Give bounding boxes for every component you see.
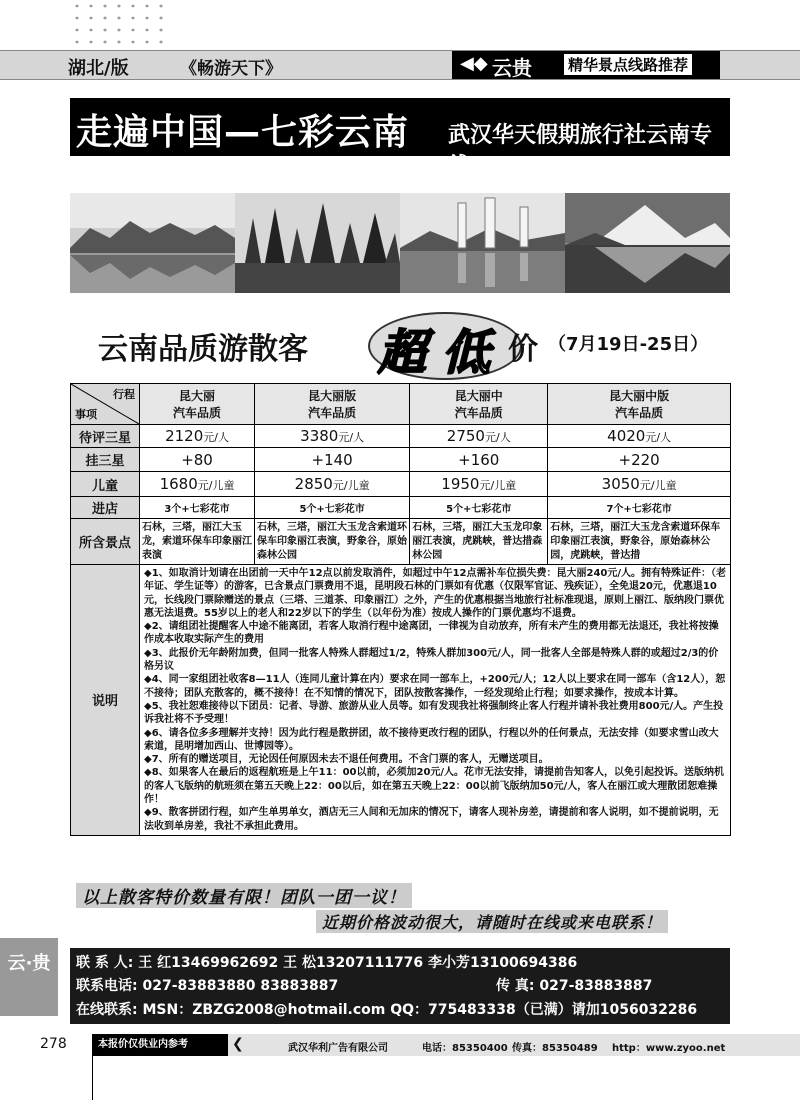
corner-top: 行程 [113,388,135,401]
note-item: ◆2、请组团社提醒客人中途不能离团，若客人取消行程中途离团，一律视为自动放弃，所有未产生的费用都无法退还，我社将按操作成本收取实际产生的费用 [144,621,719,646]
snow-mountain-photo [565,193,730,293]
divider [92,1056,93,1100]
contact-online: 在线联系: MSN：ZBZG2008@hotmail.com QQ：775483338（已满）请加1056032286 [76,1002,698,1018]
headline-dates: （7月19日-25日） [548,334,709,355]
column-header: 昆大丽 汽车品质 [140,384,255,425]
price-cell: 3380元/人 [255,425,410,448]
column-header: 昆大丽中 汽车品质 [410,384,548,425]
spots-cell: 石林，三塔，丽江大玉龙含索道环保车印象丽江表演，野象谷，原始森林公园，虎跳峡，普达措 [548,519,731,565]
price-cell: +80 [140,448,255,472]
price-cell: 4020元/人 [548,425,731,448]
shop-cell: 5个+七彩花市 [410,497,548,519]
price-cell: 2850元/儿童 [255,472,410,497]
dot-texture [70,0,170,48]
table-row [71,425,731,448]
corner-cell [71,384,140,425]
footer-web: http：www.zyoo.net [612,1043,726,1054]
mountain-photo [70,193,235,293]
price-cell: +220 [548,448,731,472]
note-item: ◆4、同一家组团社收客8—11人（连同儿童计算在内）要求在同一部车上，+200元/人；12人以上要求在同一部车（含12人），恕不接待；团队充散客的，概不接待！在不知情的情况下，团队按散客操作，一经发现给止行程；如要求操作，按成本计算。 [144,674,726,699]
shop-cell: 3个+七彩花市 [140,497,255,519]
headline-suffix: 价 [508,332,538,367]
section-tag [452,51,720,79]
price-cell: 2750元/人 [410,425,548,448]
row-label: 进店 [71,497,140,519]
notes-cell [140,565,731,836]
magazine-title: 《畅游天下》 [180,59,282,79]
price-headline [90,312,730,392]
contact-fax: 传 真: 027-83883887 [496,978,653,994]
spots-cell: 石林，三塔，丽江大玉龙印象丽江表演，虎跳峡，普达措森林公园 [410,519,548,565]
chevron-left-icon: ❮ [232,1036,244,1052]
headline-prefix: 云南品质游散客 [98,332,308,367]
footer-bar [92,1034,800,1056]
section-tagline: 精华景点线路推荐 [564,54,692,75]
price-cell: +160 [410,448,548,472]
banner-subtitle: 武汉华天假期旅行社云南专线 [448,123,713,179]
price-cell: 3050元/儿童 [548,472,731,497]
table-row [71,519,731,565]
row-label: 说明 [71,565,140,836]
note-item: ◆9、散客拼团行程，如产生单男单女，酒店无三人间和无加床的情况下，请客人现补房差，请提前和客人说明，如不提前说明，无法收到单房差，我社不承担此费用。 [144,807,719,832]
side-label: 云·贵 [0,938,58,1016]
spots-cell: 石林，三塔，丽江大玉龙含索道环保车印象丽江表演，野象谷，原始森林公园 [255,519,410,565]
headline-chao: 超 [378,325,427,381]
column-header: 昆大丽中版 汽车品质 [548,384,731,425]
table-row [71,472,731,497]
stone-forest-photo [235,193,400,293]
column-header: 昆大丽版 汽车品质 [255,384,410,425]
note-item: ◆1、如取消计划请在出团前一天中午12点以前发取消件，如超过中午12点需补车位损失费：昆大丽240元/人。拥有特殊证件：（老年证、学生证等）的游客，已含景点门票费用不退，昆明段石林的门票如有优惠（仅限军官证、残疾证），全免退20元，优惠退10元，长线段门票除赠送的景点（三塔、三道茶、印象丽江）之外，产生的优惠根据当地旅行社标准现退，原则上丽江、版纳段门票优惠无法退费。55岁以上的老人和22岁以下的学生（以年份为准）按成人操作的门票优惠均不退费。 [144,568,727,619]
three-pagodas-photo [400,193,565,293]
price-cell: 1950元/儿童 [410,472,548,497]
contact-box [70,948,730,1024]
row-label: 所含景点 [71,519,140,565]
price-cell: 1680元/儿童 [140,472,255,497]
note-item: ◆8、如果客人在最后的返程航班是上午11：00以前，必须加20元/人。花市无法安排，请提前告知客人，以免引起投诉。送版纳机的客人飞版纳的航班须在第五天晚上22：00以后，如在第五天晚上22：00以前飞版纳加50元/人，客人在丽江或大理散团恕难操作！ [144,767,725,806]
slogan-contact: 近期价格波动很大，请随时在线或来电联系！ [316,910,668,933]
corner-bottom: 事项 [75,408,97,421]
footer-company: 武汉华利广告有限公司 [288,1043,388,1054]
row-label: 待评三星 [71,425,140,448]
table-row [71,565,731,836]
price-cell: +140 [255,448,410,472]
table-row [71,497,731,519]
note-item: ◆7、所有的赠送项目，无论因任何原因未去不退任何费用。不含门票的客人，无赠送项目。 [144,754,549,766]
slogan-limited: 以上散客特价数量有限！团队一团一议！ [76,883,412,908]
double-arrow-icon: ◀◆ [460,53,488,74]
shop-cell: 7个+七彩花市 [548,497,731,519]
banner-title: 走遍中国—七彩云南 [76,112,410,153]
region-label: 湖北/版 [68,58,129,79]
footer-fax: 传真：85350489 [512,1043,598,1054]
footer-tel: 电话：85350400 [422,1043,508,1054]
contact-phone: 联系电话: 027-83883880 83883887 传 真: 027-83883887 [76,975,338,995]
title-banner [70,98,730,179]
footer-note: 本报价仅供业内参考 [92,1034,228,1056]
note-item: ◆6、请各位多多理解并支持！因为此行程是散拼团，故不接待更改行程的团队，行程以外的任何景点，无法安排（如要求雪山改大索道，昆明增加西山、世博园等）。 [144,727,719,752]
table-row [71,448,731,472]
price-cell: 2120元/人 [140,425,255,448]
spots-cell: 石林，三塔，丽江大玉龙，索道环保车印象丽江表演 [140,519,255,565]
photo-strip [70,193,730,293]
price-table [70,383,731,836]
page-number: 278 [40,1036,67,1052]
contact-people: 联 系 人: 王 红13469962692 王 松13207111776 李小芳13100694386 [76,955,578,971]
row-label: 挂三星 [71,448,140,472]
shop-cell: 5个+七彩花市 [255,497,410,519]
note-item: ◆3、此报价无年龄附加费，但同一批客人特殊人群超过1/2，特殊人群加300元/人，同一批客人全部是特殊人群的或超过2/3的价格另议 [144,647,719,673]
page-header [0,50,800,80]
note-item: ◆5、我社恕难接待以下团员：记者、导游、旅游从业人员等。如有发现我社将强制终止客人行程并请补我社费用800元/人。产生投诉我社将不予受理！ [144,700,724,726]
row-label: 儿童 [71,472,140,497]
headline-di: 低 [442,325,491,381]
section-brand: 云贵 [492,56,532,80]
